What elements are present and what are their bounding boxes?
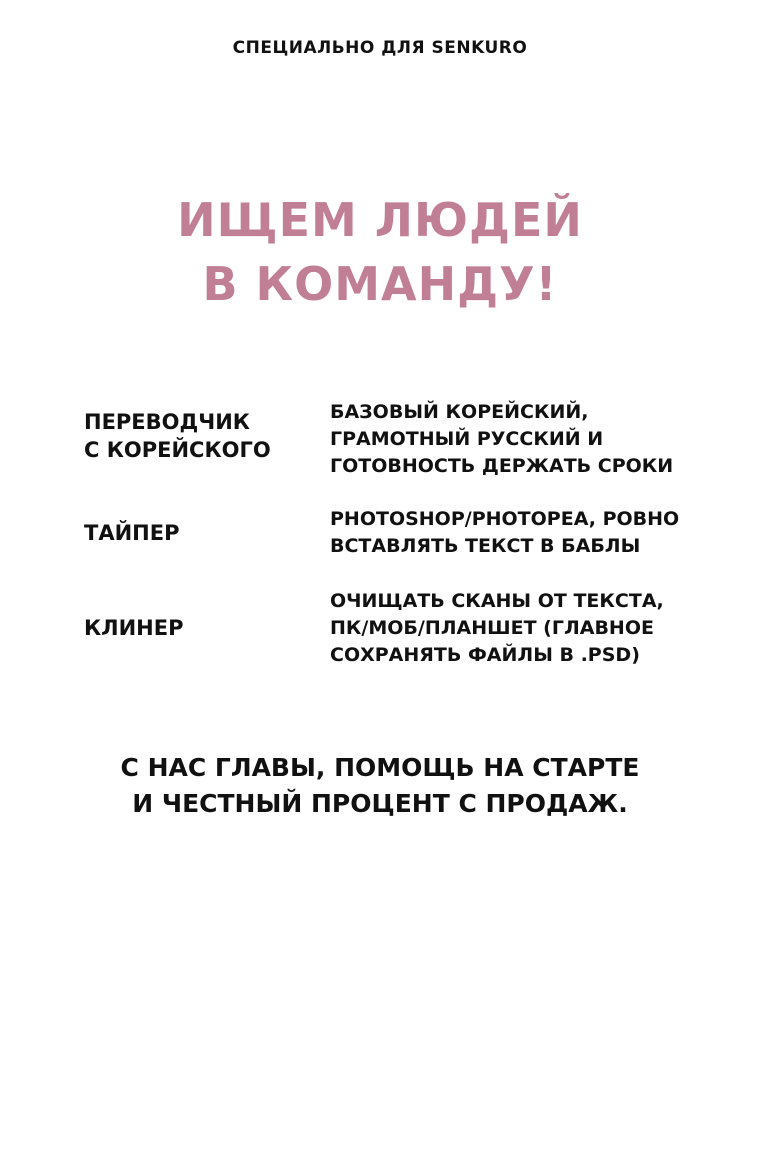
role-translator (84, 408, 314, 464)
footer-line-2: И ЧЕСТНЫЙ ПРОЦЕНТ С ПРОДАЖ. (132, 789, 628, 818)
requirement-line: ПК/МОБ/ПЛАНШЕТ (ГЛАВНОЕ (330, 617, 654, 639)
requirement-line: ОЧИЩАТЬ СКАНЫ ОТ ТЕКСТА, (330, 590, 664, 612)
requirements-translator (330, 399, 750, 480)
role-typer (84, 519, 314, 547)
requirement-line: ВСТАВЛЯТЬ ТЕКСТ В БАБЛЫ (330, 535, 641, 557)
role-cleaner-line-1: КЛИНЕР (84, 616, 184, 640)
role-cleaner (84, 614, 314, 642)
requirement-line: ГРАМОТНЫЙ РУССКИЙ И (330, 428, 604, 450)
requirement-line: PHOTOSHOP/PHOTOPEA, РОВНО (330, 508, 680, 530)
requirement-line: БАЗОВЫЙ КОРЕЙСКИЙ, (330, 401, 589, 423)
requirements-cleaner (330, 588, 750, 669)
requirement-line: ГОТОВНОСТЬ ДЕРЖАТЬ СРОКИ (330, 455, 674, 477)
role-typer-line-1: ТАЙПЕР (84, 521, 180, 545)
header-note: СПЕЦИАЛЬНО ДЛЯ SENKURO (232, 38, 528, 58)
footer-offer (0, 750, 760, 822)
page-title (0, 188, 760, 316)
footer-line-1: С НАС ГЛАВЫ, ПОМОЩЬ НА СТАРТЕ (120, 753, 640, 782)
requirements-typer (330, 506, 750, 560)
title-line-2: В КОМАНДУ! (202, 257, 558, 311)
title-line-1: ИЩЕМ ЛЮДЕЙ (177, 193, 583, 247)
role-translator-line-1: ПЕРЕВОДЧИК (84, 410, 250, 434)
requirement-line: СОХРАНЯТЬ ФАЙЛЫ В .PSD) (330, 644, 640, 666)
role-translator-line-2: С КОРЕЙСКОГО (84, 438, 271, 462)
